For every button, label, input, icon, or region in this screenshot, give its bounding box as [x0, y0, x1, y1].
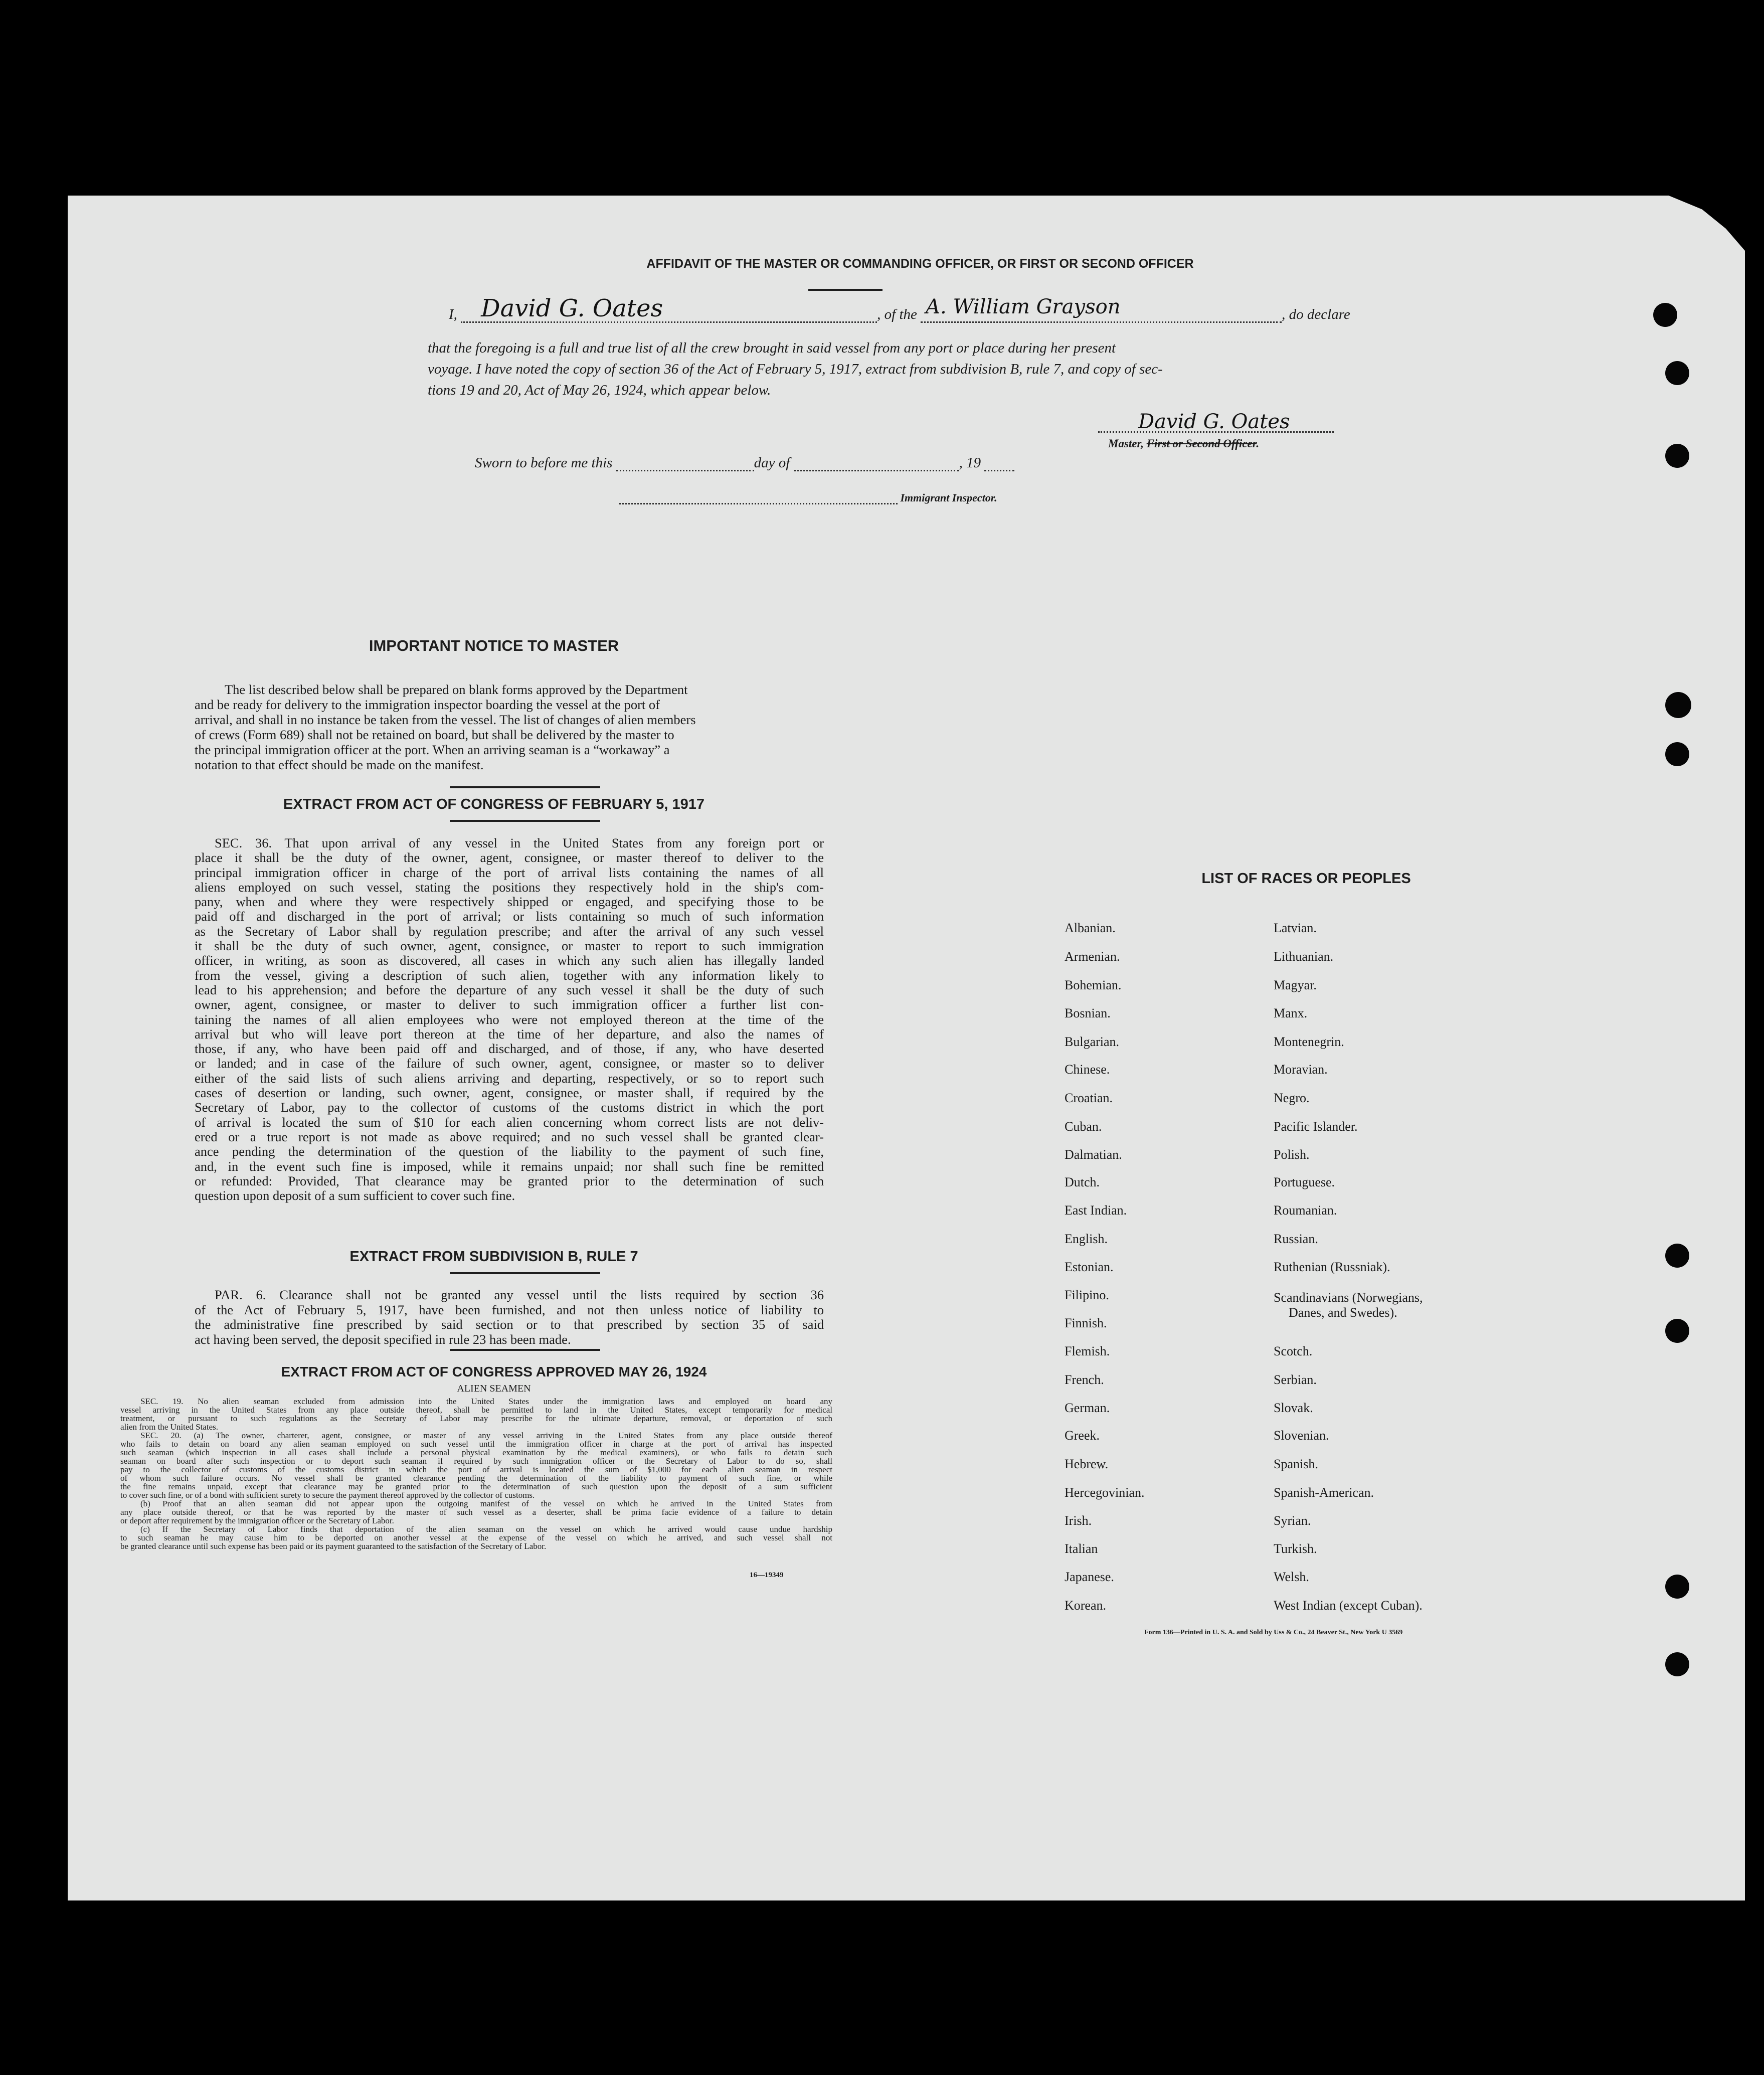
extract-1917-line: or refunded: Provided, That clearance may be granted prior to the determination of such [195, 1173, 824, 1188]
caption-struck: First or Second Officer [1146, 437, 1257, 450]
year-label: , 19 [959, 455, 981, 471]
extract-1917-line: question upon deposit of a sum sufficient to cover such fine. [195, 1188, 515, 1203]
notice-title: IMPORTANT NOTICE TO MASTER [369, 637, 619, 654]
caption-period: . [1256, 437, 1260, 450]
extract-1917-line: of arrival is located the sum of $10 for each alien concerning whom correct lists are not deliv- [195, 1114, 824, 1130]
race-item: Russian. [1274, 1232, 1318, 1246]
race-item: Spanish-American. [1274, 1485, 1374, 1500]
notice-line: of crews (Form 689) shall not be retained on board, but shall be delivered by the master to [195, 727, 674, 742]
vessel-name-handwriting: A. William Grayson [926, 295, 1121, 318]
race-item: Latvian. [1274, 921, 1317, 935]
race-item: French. [1065, 1372, 1104, 1387]
race-item: Turkish. [1274, 1541, 1317, 1556]
race-item: Pacific Islander. [1274, 1119, 1358, 1134]
rule7-line: the administrative fine prescribed by said section or to that prescribed by section 35 of said [195, 1317, 824, 1332]
act-1924-line: or deport after requirement by the immigration officer or the Secretary of Labor. [120, 1516, 394, 1525]
day-of-label: day of [754, 455, 790, 471]
label-of-the: , of the [877, 306, 917, 322]
race-item: Dalmatian. [1065, 1147, 1122, 1162]
label-do-declare: , do declare [1282, 306, 1350, 322]
race-item: Cuban. [1065, 1119, 1102, 1134]
declaration-line-2: voyage. I have noted the copy of section 36 of the Act of February 5, 1917, extract from subdivision B, rule 7, and copy of sec- [428, 361, 1163, 377]
race-item: Greek. [1065, 1428, 1100, 1443]
race-item: Manx. [1274, 1006, 1308, 1020]
rule7-line: of the Act of February 5, 1917, have been furnished, and not then unless notice of liability to [195, 1302, 824, 1317]
act-1924-line: SEC. 19. No alien seaman excluded from admission into the United States under the immigration laws and employed on board any [140, 1397, 832, 1406]
binder-hole [1665, 444, 1689, 468]
act-1924-line: alien from the United States. [120, 1422, 218, 1432]
race-item: Irish. [1065, 1513, 1092, 1528]
extract-1917-line: it shall be the duty of such owner, agent, consignee, or master to report to such immigration [195, 938, 824, 954]
race-item: Korean. [1065, 1598, 1107, 1613]
declaration-line-3: tions 19 and 20, Act of May 26, 1924, which appear below. [428, 382, 771, 398]
sworn-month-field[interactable] [794, 457, 959, 471]
race-item: Magyar. [1274, 978, 1317, 992]
extract-1917-title: EXTRACT FROM ACT OF CONGRESS OF FEBRUARY 5, 1917 [283, 796, 705, 812]
divider [450, 820, 600, 822]
race-item: Dutch. [1065, 1175, 1100, 1189]
divider [450, 786, 600, 788]
extract-1917-line: those, if any, who have been paid off and discharged, and of those, if any, who have deserted [195, 1041, 824, 1057]
extract-1917-body [195, 836, 824, 1203]
rule7-line: PAR. 6. Clearance shall not be granted any vessel until the lists required by section 36 [215, 1287, 824, 1302]
act-1924-line: (c) If the Secretary of Labor finds that deportation of the alien seaman on the vessel on which he arrived would cause undue hardship [140, 1524, 832, 1534]
extract-1917-line: from the vessel, giving a description of such alien, together with any information likely to [195, 967, 824, 983]
races-title: LIST OF RACES OR PEOPLES [1201, 871, 1411, 887]
race-item: Serbian. [1274, 1372, 1317, 1387]
race-item: Croatian. [1065, 1091, 1113, 1105]
act-1924-line: pay to the collector of customs of the customs district in which the port of arrival is located the sum of $1,000 for each alien seaman in respect [120, 1465, 832, 1474]
race-item: Polish. [1274, 1147, 1310, 1162]
race-item: Estonian. [1065, 1260, 1114, 1274]
sworn-label: Sworn to before me this [475, 455, 613, 471]
act-1924-line: such seaman (which inspection in all cases shall include a personal physical examination by the medical examiners), or who fails to detain such [120, 1448, 832, 1457]
act-1924-line: of whom such failure occurs. No vessel shall be granted clearance pending the determination of the liability to payment of such fine, or while [120, 1473, 832, 1483]
manifest-page [68, 196, 1745, 1900]
affidavit-title: AFFIDAVIT OF THE MASTER OR COMMANDING OFFICER, OR FIRST OR SECOND OFFICER [646, 257, 1194, 271]
act-1924-line: any place outside thereof, or that he was reported by the master of such vessel as a deserter, shall be prima facie evidence of a failure to detain [120, 1507, 832, 1517]
rule7-line: act having been served, the deposit specified in rule 23 has been made. [195, 1331, 571, 1347]
master-name-field[interactable] [461, 294, 877, 323]
race-item: East Indian. [1065, 1203, 1127, 1218]
extract-1917-line: taining the names of all alien employees who were not employed thereon at the time of the [195, 1011, 824, 1027]
form-footer: Form 136—Printed in U. S. A. and Sold by Uss & Co., 24 Beaver St., New York U 3569 [1144, 1629, 1403, 1636]
race-item: Ruthenian (Russniak). [1274, 1260, 1390, 1274]
divider [450, 1272, 600, 1274]
sworn-line [475, 455, 1014, 471]
race-item: Hercegovinian. [1065, 1485, 1145, 1500]
race-item: Flemish. [1065, 1344, 1110, 1358]
race-item: Negro. [1274, 1091, 1310, 1105]
race-item: Danes, and Swedes). [1289, 1305, 1397, 1320]
act-1924-line: who fails to detain on board any alien seaman employed on such vessel until the immigration officer in charge at the port of arrival has inspected [120, 1439, 832, 1449]
race-item: Roumanian. [1274, 1203, 1337, 1218]
binder-hole [1665, 1244, 1689, 1268]
extract-1917-line: or landed; and in case of the failure of such owner, agent, consignee, or master so to deliver [195, 1056, 824, 1071]
master-name-handwriting: David G. Oates [481, 294, 663, 322]
caption-master: Master, [1108, 437, 1147, 450]
race-item: Hebrew. [1065, 1457, 1109, 1471]
race-item: Bosnian. [1065, 1006, 1111, 1020]
sworn-year-field[interactable] [984, 457, 1014, 471]
race-item: Chinese. [1065, 1062, 1110, 1077]
binder-hole [1665, 1575, 1689, 1599]
act-1924-line: to cover such fine, or of a bond with sufficient surety to secure the payment thereof approved by the collector of customs. [120, 1490, 535, 1500]
race-item: Armenian. [1065, 949, 1120, 964]
divider [450, 1349, 600, 1351]
race-item: Montenegrin. [1274, 1034, 1344, 1049]
race-item: Scandinavians (Norwegians, [1274, 1290, 1423, 1305]
extract-1917-line: and, in the event such fine is imposed, while it remains unpaid; nor shall such fine be remitted [195, 1158, 824, 1174]
extract-1917-line: Secretary of Labor, pay to the collector of customs of the customs district in which the port [195, 1100, 824, 1115]
vessel-name-field[interactable] [921, 295, 1282, 323]
race-item: Slovenian. [1274, 1428, 1329, 1443]
inspector-signature-field[interactable] [619, 493, 898, 504]
extract-1917-line: paid off and discharged in the port of arrival; or lists containing so much of such information [195, 909, 824, 924]
extract-1917-line: either of the said lists of such aliens arriving and departing, respectively, or so to report such [195, 1070, 824, 1086]
binder-hole [1665, 1319, 1689, 1343]
act-1924-line: (b) Proof that an alien seaman did not appear upon the outgoing manifest of the vessel on which he arrived in the United States from [140, 1499, 832, 1508]
race-item: German. [1065, 1401, 1110, 1415]
binder-hole [1653, 303, 1677, 327]
divider [808, 289, 883, 291]
act-1924-subtitle: ALIEN SEAMEN [457, 1383, 531, 1394]
notice-line: notation to that effect should be made on the manifest. [195, 757, 484, 772]
extract-1917-line: owner, agent, consignee, or master to deliver to such immigration officer a further list con- [195, 997, 824, 1012]
extract-1917-line: cases of desertion or landing, such owner, agent, consignee, or master shall, if required by the [195, 1085, 824, 1101]
race-item: Scotch. [1274, 1344, 1313, 1358]
form-number: 16—19349 [750, 1571, 784, 1579]
extract-1917-line: place it shall be the duty of the owner, agent, consignee, or master thereof to deliver to the [195, 850, 824, 866]
declaration-line-1: that the foregoing is a full and true list of all the crew brought in said vessel from any port or place during her present [428, 340, 1116, 356]
extract-1917-line: aliens employed on such vessel, stating the positions they respectively hold in the ship's com- [195, 879, 824, 895]
act-1924-body [120, 1397, 832, 1550]
label-i: I, [449, 306, 457, 322]
race-item: Portuguese. [1274, 1175, 1335, 1189]
race-item: West Indian (except Cuban). [1274, 1598, 1423, 1613]
sworn-day-field[interactable] [616, 457, 754, 471]
race-item: Moravian. [1274, 1062, 1328, 1077]
extract-1917-line: officer, in writing, as soon as discovered, all cases in which any such alien has illegally landed [195, 953, 824, 968]
race-item: Slovak. [1274, 1401, 1313, 1415]
signature-handwriting: David G. Oates [1138, 410, 1290, 433]
binder-hole [1665, 742, 1689, 766]
torn-corner [1650, 196, 1745, 251]
race-item: Spanish. [1274, 1457, 1318, 1471]
race-item: Finnish. [1065, 1316, 1107, 1330]
race-item: English. [1065, 1232, 1108, 1246]
notice-body [195, 682, 824, 772]
act-1924-line: vessel arriving in the United States from any place outside thereof, shall be permitted to land in the United States, except temporarily for medical [120, 1405, 832, 1415]
race-item: Bohemian. [1065, 978, 1122, 992]
extract-1917-line: as the Secretary of Labor shall by regulation prescribe; and after the arrival of any such vessel [195, 923, 824, 939]
extract-1917-line: ance pending the determination of the question of the liability to the payment of such fine, [195, 1144, 824, 1159]
notice-line: arrival, and shall in no instance be taken from the vessel. The list of changes of alien members [195, 712, 696, 727]
act-1924-line: to such seaman he may cause him to be deported on another vessel at the expense of the vessel on which he arrived, and such vessel shall not [120, 1533, 832, 1542]
rule7-title: EXTRACT FROM SUBDIVISION B, RULE 7 [349, 1249, 638, 1265]
binder-hole [1665, 692, 1691, 718]
signature-field[interactable] [1098, 410, 1334, 433]
affidavit-declaration-line [449, 294, 1452, 323]
act-1924-title: EXTRACT FROM ACT OF CONGRESS APPROVED MAY 26, 1924 [281, 1364, 707, 1379]
race-item: Filipino. [1065, 1288, 1109, 1302]
notice-line: and be ready for delivery to the immigration inspector boarding the vessel at the port of [195, 697, 660, 712]
race-item: Welsh. [1274, 1570, 1309, 1584]
binder-hole [1665, 361, 1689, 385]
extract-1917-line: arrival but who will leave port thereon at the time of her departure, and also the names of [195, 1026, 824, 1042]
rule7-body [195, 1288, 824, 1347]
race-item: Bulgarian. [1065, 1034, 1120, 1049]
signature-caption [1108, 437, 1259, 450]
act-1924-line: SEC. 20. (a) The owner, charterer, agent, consignee, or master of any vessel arriving in the United States from any place outside thereof [140, 1431, 832, 1440]
act-1924-line: the fine remains unpaid, except that clearance may be granted prior to the determination of such question upon the deposit of a sum sufficient [120, 1482, 832, 1491]
binder-hole [1665, 1652, 1689, 1676]
extract-1917-line: pany, when and where they were respectively shipped or engaged, and specifying those to be [195, 894, 824, 910]
extract-1917-line: ered or a true report is not made as above required; and no such vessel shall be granted clear- [195, 1129, 824, 1144]
inspector-line [619, 491, 997, 504]
act-1924-line: be granted clearance until such expense has been paid or its payment guaranteed to the satisfaction of the Secretary of Labor. [120, 1541, 547, 1551]
act-1924-line: seaman on board after such inspection or to deport such seaman if required by such immigration officer or the Secretary of Labor to do so, shall [120, 1456, 832, 1466]
act-1924-line: treatment, or pursuant to such regulations as the Secretary of Labor may prescribe for the ultimate departure, removal, or deportation of such [120, 1414, 832, 1423]
inspector-label: Immigrant Inspector. [900, 491, 997, 504]
extract-1917-line: SEC. 36. That upon arrival of any vessel in the United States from any foreign port or [215, 835, 824, 850]
extract-1917-line: lead to his apprehension; and before the departure of any such vessel it shall be the duty of such [195, 982, 824, 997]
race-item: Lithuanian. [1274, 949, 1334, 964]
notice-line: The list described below shall be prepared on blank forms approved by the Department [225, 682, 688, 697]
race-item: Syrian. [1274, 1513, 1311, 1528]
notice-line: the principal immigration officer at the port. When an arriving seaman is a “workaway” a [195, 742, 670, 757]
race-item: Italian [1065, 1541, 1098, 1556]
extract-1917-line: principal immigration officer in charge of the port of arrival lists containing the names of all [195, 864, 824, 880]
race-item: Albanian. [1065, 921, 1116, 935]
race-item: Japanese. [1065, 1570, 1114, 1584]
